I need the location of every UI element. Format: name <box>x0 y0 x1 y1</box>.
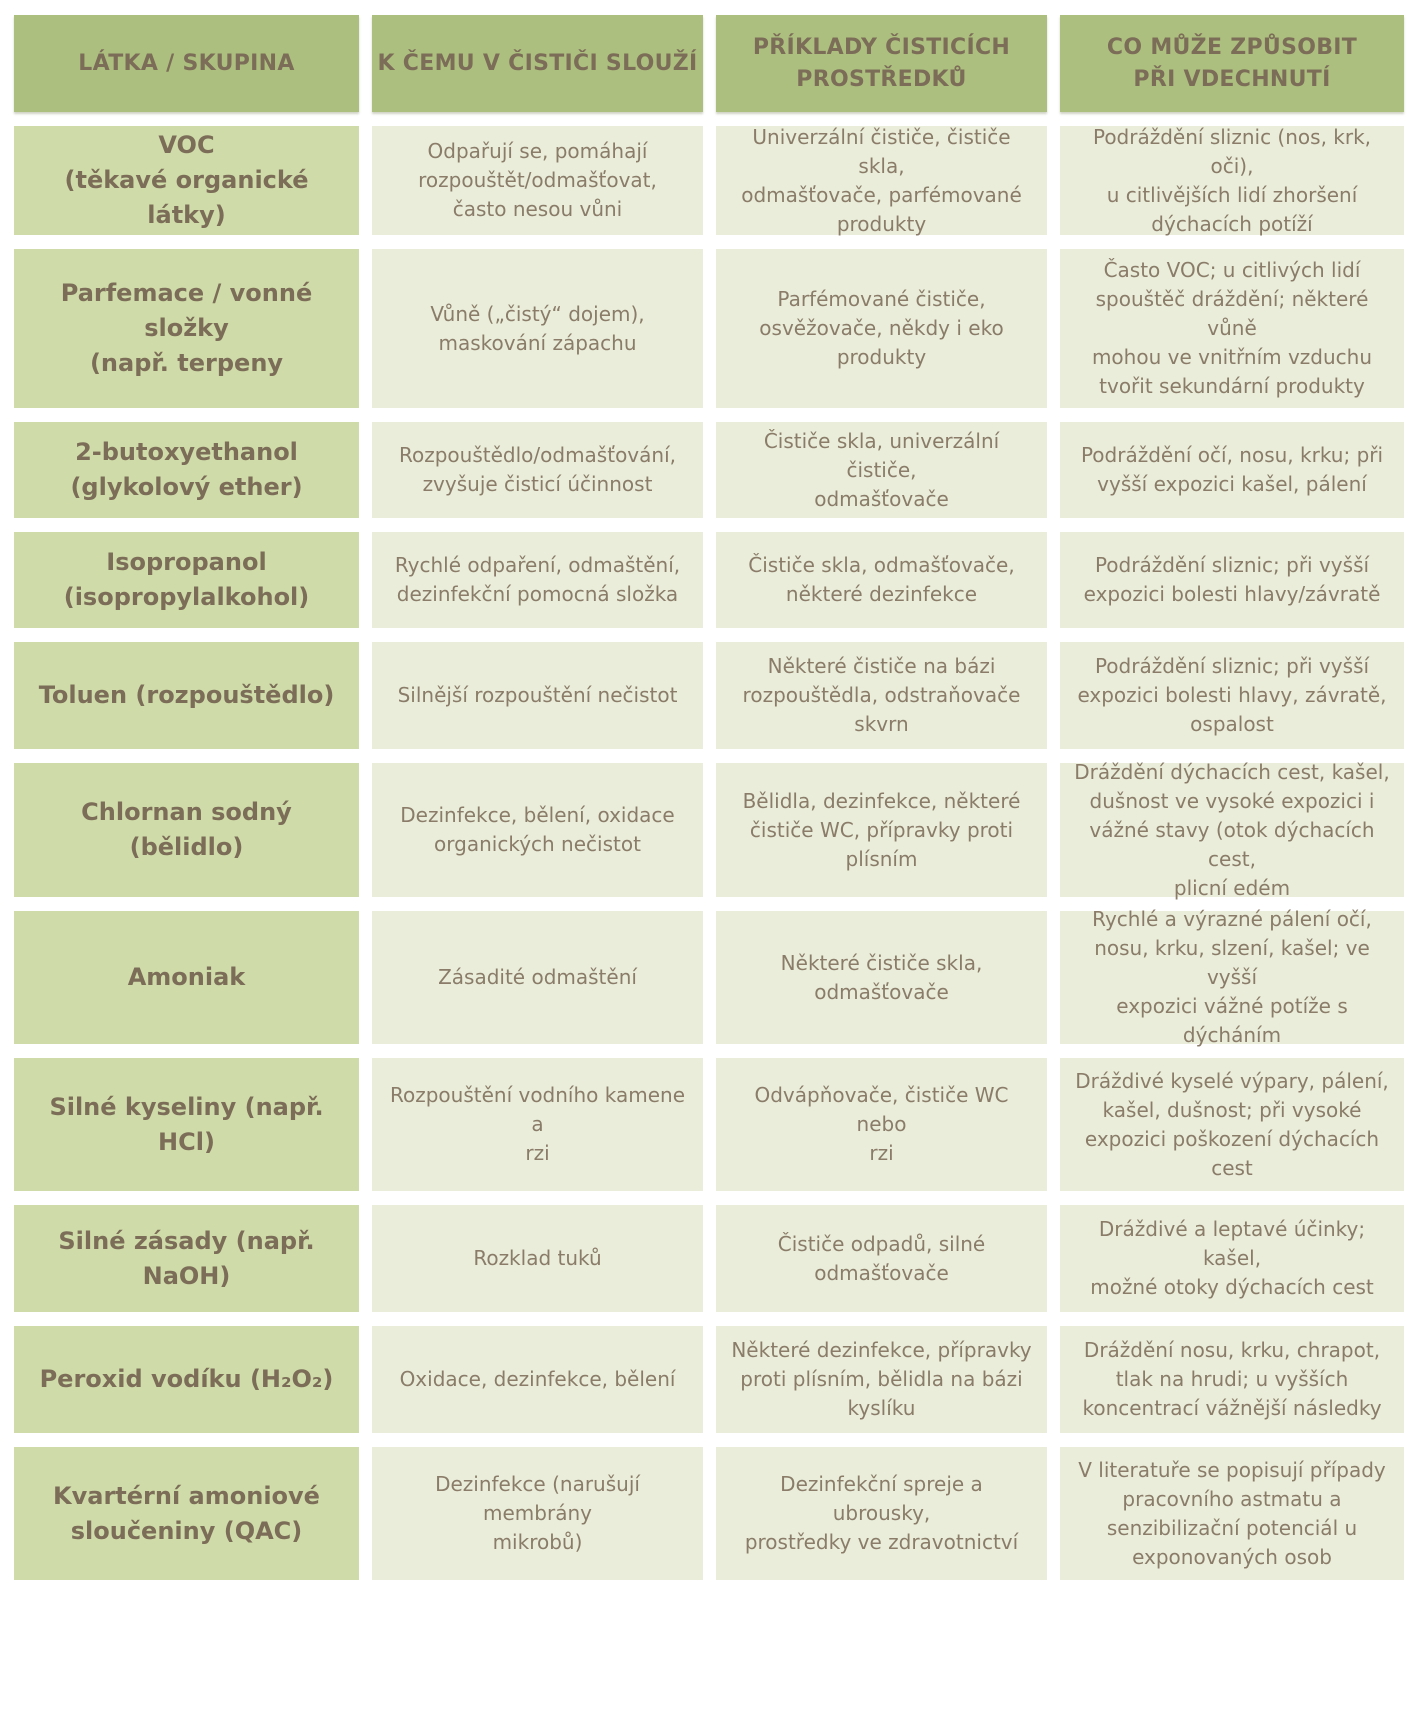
examples-cell: Dezinfekční spreje a ubrousky, prostředky ve zdravotnictví <box>716 1447 1047 1580</box>
effects-cell: Dráždivé a leptavé účinky; kašel, možné otoky dýchacích cest <box>1060 1205 1404 1312</box>
effects-cell: Dráždivé kyselé výpary, pálení, kašel, dušnost; při vysoké expozici poškození dýchacích cest <box>1060 1058 1404 1191</box>
substance-cell: Parfemace / vonné složky (např. terpeny <box>14 249 359 408</box>
examples-cell: Čističe skla, odmašťovače, některé dezinfekce <box>716 532 1047 628</box>
examples-cell: Některé čističe na bázi rozpouštědla, odstraňovače skvrn <box>716 642 1047 749</box>
substance-cell: Isopropanol (isopropylalkohol) <box>14 532 359 628</box>
header-examples: PŘÍKLADY ČISTICÍCH PROSTŘEDKŮ <box>716 15 1047 112</box>
examples-cell: Bělidla, dezinfekce, některé čističe WC, přípravky proti plísním <box>716 763 1047 897</box>
substance-cell: 2-butoxyethanol (glykolový ether) <box>14 422 359 518</box>
examples-cell: Čističe skla, univerzální čističe, odmašťovače <box>716 422 1047 518</box>
substance-cell: Toluen (rozpouštědlo) <box>14 642 359 749</box>
examples-cell: Některé dezinfekce, přípravky proti plísním, bělidla na bázi kyslíku <box>716 1326 1047 1433</box>
purpose-cell: Odpařují se, pomáhají rozpouštět/odmašťovat, často nesou vůni <box>372 126 703 235</box>
header-substance: LÁTKA / SKUPINA <box>14 15 359 112</box>
purpose-cell: Rozklad tuků <box>372 1205 703 1312</box>
header-effects: CO MŮŽE ZPŮSOBIT PŘI VDECHNUTÍ <box>1060 15 1404 112</box>
purpose-cell: Silnější rozpouštění nečistot <box>372 642 703 749</box>
effects-cell: Podráždění sliznic (nos, krk, oči), u citlivějších lidí zhoršení dýchacích potíží <box>1060 126 1404 235</box>
examples-cell: Odvápňovače, čističe WC nebo rzi <box>716 1058 1047 1191</box>
substance-cell: Peroxid vodíku (H₂O₂) <box>14 1326 359 1433</box>
effects-cell: Rychlé a výrazné pálení očí, nosu, krku, slzení, kašel; ve vyšší expozici vážné potíže s dýcháním <box>1060 911 1404 1044</box>
header-purpose: K ČEMU V ČISTIČI SLOUŽÍ <box>372 15 703 112</box>
effects-cell: V literatuře se popisují případy pracovního astmatu a senzibilizační potenciál u exponovaných osob <box>1060 1447 1404 1580</box>
examples-cell: Čističe odpadů, silné odmašťovače <box>716 1205 1047 1312</box>
purpose-cell: Oxidace, dezinfekce, bělení <box>372 1326 703 1433</box>
examples-cell: Některé čističe skla, odmašťovače <box>716 911 1047 1044</box>
substance-cell: VOC (těkavé organické látky) <box>14 126 359 235</box>
effects-cell: Často VOC; u citlivých lidí spouštěč dráždění; některé vůně mohou ve vnitřním vzduchu tvořit sekundární produkty <box>1060 249 1404 408</box>
effects-cell: Dráždění nosu, krku, chrapot, tlak na hrudi; u vyšších koncentrací vážnější následky <box>1060 1326 1404 1433</box>
substance-cell: Kvartérní amoniové sloučeniny (QAC) <box>14 1447 359 1580</box>
purpose-cell: Vůně („čistý“ dojem), maskování zápachu <box>372 249 703 408</box>
purpose-cell: Zásadité odmaštění <box>372 911 703 1044</box>
purpose-cell: Rychlé odpaření, odmaštění, dezinfekční pomocná složka <box>372 532 703 628</box>
effects-cell: Podráždění očí, nosu, krku; při vyšší expozici kašel, pálení <box>1060 422 1404 518</box>
substances-table <box>14 15 1403 1580</box>
purpose-cell: Dezinfekce, bělení, oxidace organických nečistot <box>372 763 703 897</box>
substance-cell: Chlornan sodný (bělidlo) <box>14 763 359 897</box>
examples-cell: Univerzální čističe, čističe skla, odmašťovače, parfémované produkty <box>716 126 1047 235</box>
substance-cell: Silné zásady (např. NaOH) <box>14 1205 359 1312</box>
examples-cell: Parfémované čističe, osvěžovače, někdy i eko produkty <box>716 249 1047 408</box>
effects-cell: Podráždění sliznic; při vyšší expozici bolesti hlavy/závratě <box>1060 532 1404 628</box>
effects-cell: Dráždění dýchacích cest, kašel, dušnost ve vysoké expozici i vážné stavy (otok dýchacích cest, plicní edém <box>1060 763 1404 897</box>
purpose-cell: Dezinfekce (narušují membrány mikrobů) <box>372 1447 703 1580</box>
substance-cell: Silné kyseliny (např. HCl) <box>14 1058 359 1191</box>
effects-cell: Podráždění sliznic; při vyšší expozici bolesti hlavy, závratě, ospalost <box>1060 642 1404 749</box>
purpose-cell: Rozpouštění vodního kamene a rzi <box>372 1058 703 1191</box>
purpose-cell: Rozpouštědlo/odmašťování, zvyšuje čisticí účinnost <box>372 422 703 518</box>
substance-cell: Amoniak <box>14 911 359 1044</box>
